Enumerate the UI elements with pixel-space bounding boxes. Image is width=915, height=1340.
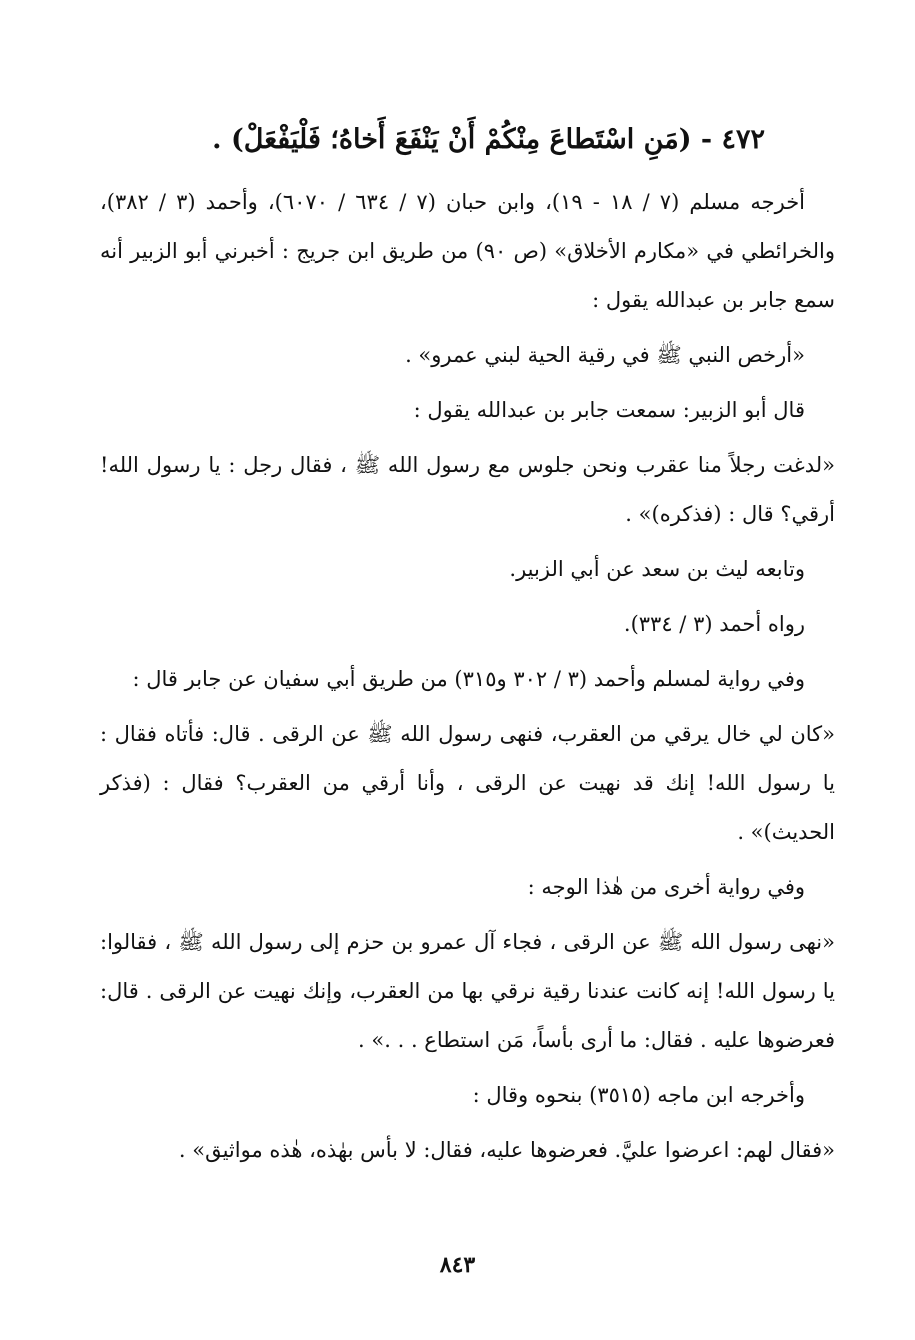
paragraph: «لدغت رجلاً منا عقرب ونحن جلوس مع رسول الله ﷺ ، فقال رجل : يا رسول الله! أرقي؟ قال : (فذكره)» . (100, 453, 835, 526)
paragraph: «أرخص النبي ﷺ في رقية الحية لبني عمرو» . (405, 343, 805, 367)
page-body (100, 118, 835, 1181)
page-number: ٨٤٣ (439, 1252, 476, 1278)
paragraph: «كان لي خال يرقي من العقرب، فنهى رسول الله ﷺ عن الرقى . قال: فأتاه فقال : يا رسول الله! إنك قد نهيت عن الرقى ، وأنا أرقي من العقرب؟ فقال : (فذكر الحديث)» . (100, 722, 835, 844)
paragraph: وفي رواية لمسلم وأحمد (٣ / ٣٠٢ و٣١٥) من طريق أبي سفيان عن جابر قال : (132, 667, 805, 691)
hadith-heading: ٤٧٢ - (مَنِ اسْتَطاعَ مِنْكُمْ أَنْ يَنْفَعَ أَخاهُ؛ فَلْيَفْعَلْ) . (212, 124, 765, 155)
paragraph: وأخرجه ابن ماجه (٣٥١٥) بنحوه وقال : (472, 1083, 805, 1107)
paragraph: وتابعه ليث بن سعد عن أبي الزبير. (509, 557, 805, 581)
paragraph: وفي رواية أخرى من هٰذا الوجه : (527, 875, 805, 899)
paragraph: أخرجه مسلم (٧ / ١٨ - ١٩)، وابن حبان (٧ / ٦٣٤ / ٦٠٧٠)، وأحمد (٣ / ٣٨٢)، والخرائطي في «مكارم الأخلاق» (ص ٩٠) من طريق ابن جريج : أخبرني أبو الزبير أنه سمع جابر بن عبدالله يقول : (100, 190, 835, 312)
paragraph: قال أبو الزبير: سمعت جابر بن عبدالله يقول : (413, 398, 805, 422)
paragraph: رواه أحمد (٣ / ٣٣٤). (623, 612, 805, 636)
paragraph: «فقال لهم: اعرضوا عليَّ. فعرضوها عليه، فقال: لا بأس بهٰذه، هٰذه مواثيق» . (178, 1138, 835, 1162)
paragraph: «نهى رسول الله ﷺ عن الرقى ، فجاء آل عمرو بن حزم إلى رسول الله ﷺ ، فقالوا: يا رسول الله! إنه كانت عندنا رقية نرقي بها من العقرب، وإنك نهيت عن الرقى . قال: فعرضوها عليه . فقال: ما أرى بأساً، مَن استطاع . . .» . (100, 930, 835, 1052)
